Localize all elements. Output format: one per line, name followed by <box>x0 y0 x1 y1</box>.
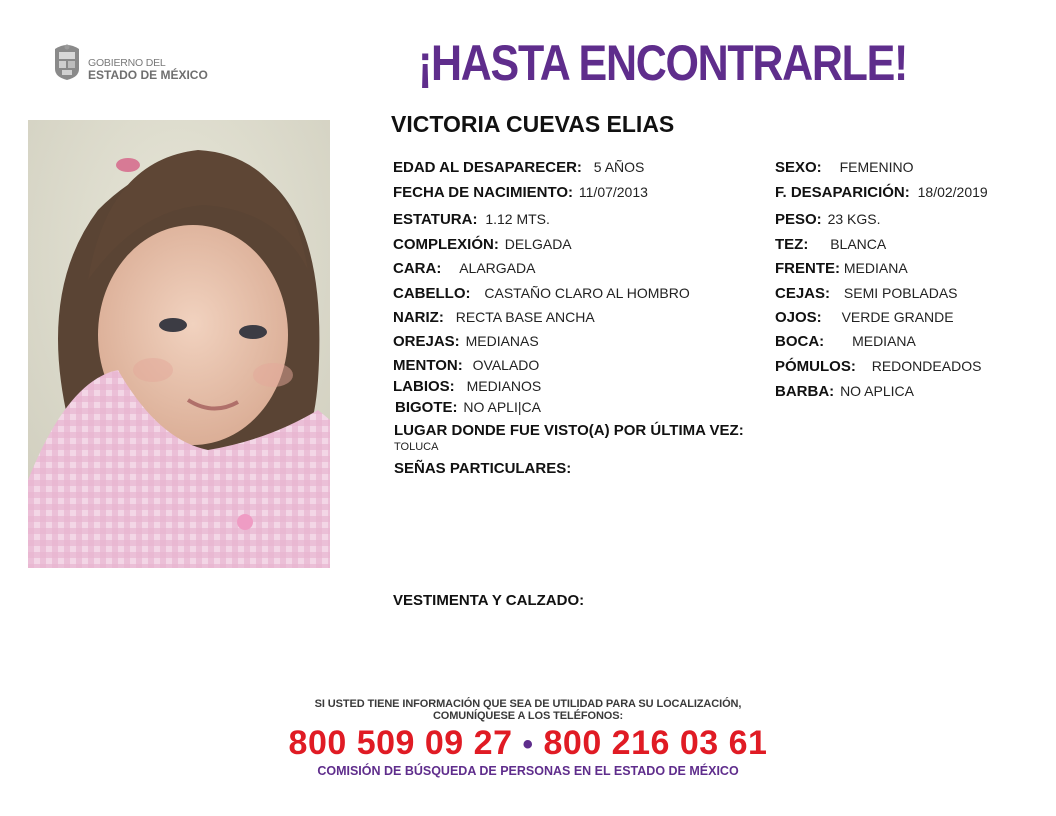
state-crest-icon <box>52 43 82 81</box>
field-value: NO APLI|CA <box>463 399 541 415</box>
field-label: OREJAS: <box>393 333 460 350</box>
phone-number-2[interactable]: 800 216 03 61 <box>543 724 768 762</box>
field-value: ALARGADA <box>459 260 536 276</box>
field-value: CASTAÑO CLARO AL HOMBRO <box>484 285 690 301</box>
portrait-image <box>28 120 330 568</box>
field-value: DELGADA <box>504 236 572 252</box>
field-value: VERDE GRANDE <box>841 309 954 325</box>
logo-line-1: GOBIERNO DEL <box>88 57 166 69</box>
phone-number-1[interactable]: 800 509 09 27 <box>288 724 513 762</box>
contact-info-line-2: COMUNÍQUESE A LOS TELÉFONOS: <box>432 710 624 722</box>
field-label: PESO: <box>775 211 822 228</box>
state-government-logo <box>50 43 210 83</box>
field-face <box>393 260 535 277</box>
field-label: BIGOTE: <box>395 399 458 416</box>
field-label: CEJAS: <box>775 285 831 302</box>
field-value: OVALADO <box>472 357 540 373</box>
contact-info-line-1: SI USTED TIENE INFORMACIÓN QUE SEA DE UTILIDAD PARA SU LOCALIZACIÓN, <box>314 698 742 710</box>
field-label: FRENTE: <box>775 260 840 277</box>
person-name: VICTORIA CUEVAS ELIAS <box>391 111 675 137</box>
phone-numbers <box>0 724 1056 763</box>
field-ears <box>393 333 539 350</box>
field-eyes <box>775 309 954 326</box>
field-value: 1.12 MTS. <box>485 211 550 227</box>
field-label: F. DESAPARICIÓN: <box>775 184 910 201</box>
field-value: BLANCA <box>830 236 887 252</box>
distinguishing-marks-label: SEÑAS PARTICULARES: <box>394 460 572 477</box>
field-value: NO APLICA <box>840 383 914 399</box>
field-build <box>393 236 572 253</box>
commission-name: COMISIÓN DE BÚSQUEDA DE PERSONAS EN EL ESTADO DE MÉXICO <box>317 764 739 778</box>
field-complexion <box>775 236 886 253</box>
field-label: OJOS: <box>775 309 822 326</box>
field-value: SEMI POBLADAS <box>843 285 958 301</box>
field-age <box>393 159 644 176</box>
field-label: TEZ: <box>775 236 809 253</box>
field-weight <box>775 211 881 228</box>
field-value: 23 KGS. <box>827 211 881 227</box>
field-label: SEXO: <box>775 159 822 176</box>
field-forehead <box>775 260 908 277</box>
poster-headline: ¡HASTA ENCONTRARLE! <box>418 35 908 91</box>
last-seen-value: TOLUCA <box>394 441 439 453</box>
field-nose <box>393 309 595 326</box>
field-label: COMPLEXIÓN: <box>393 236 499 253</box>
field-mustache <box>395 399 541 416</box>
field-value: MEDIANA <box>852 333 916 349</box>
field-value: 18/02/2019 <box>917 184 988 200</box>
field-chin <box>393 357 539 374</box>
field-value: 5 AÑOS <box>593 159 645 175</box>
field-value: MEDIANAS <box>465 333 539 349</box>
field-label: FECHA DE NACIMIENTO: <box>393 184 573 201</box>
field-label: CARA: <box>393 260 442 277</box>
logo-line-2: ESTADO DE MÉXICO <box>88 68 208 82</box>
missing-person-photo <box>28 120 330 568</box>
field-sex <box>775 159 913 176</box>
field-value: MEDIANOS <box>466 378 542 394</box>
field-cheekbones <box>775 358 981 375</box>
field-mouth <box>775 333 916 350</box>
field-value: REDONDEADOS <box>871 358 982 374</box>
field-value: FEMENINO <box>839 159 914 175</box>
field-label: BARBA: <box>775 383 835 400</box>
field-label: BOCA: <box>775 333 825 350</box>
field-birthdate <box>393 184 648 201</box>
clothing-label: VESTIMENTA Y CALZADO: <box>393 592 585 609</box>
last-seen-label: LUGAR DONDE FUE VISTO(A) POR ÚLTIMA VEZ: <box>394 422 744 439</box>
field-disappearance-date <box>775 184 988 201</box>
field-label: MENTON: <box>393 357 463 374</box>
field-lips <box>393 378 541 395</box>
field-label: ESTATURA: <box>393 211 478 228</box>
field-label: EDAD AL DESAPARECER: <box>393 159 582 176</box>
field-height <box>393 211 550 228</box>
field-hair <box>393 285 690 302</box>
field-eyebrows <box>775 285 958 302</box>
field-beard <box>775 383 914 400</box>
field-value: MEDIANA <box>843 260 908 276</box>
field-label: CABELLO: <box>393 285 471 302</box>
field-value: RECTA BASE ANCHA <box>455 309 595 325</box>
field-label: LABIOS: <box>393 378 455 395</box>
field-label: NARIZ: <box>393 309 444 326</box>
field-value: 11/07/2013 <box>578 184 648 200</box>
field-label: PÓMULOS: <box>775 358 856 375</box>
bullet-separator-icon: • <box>522 728 534 761</box>
